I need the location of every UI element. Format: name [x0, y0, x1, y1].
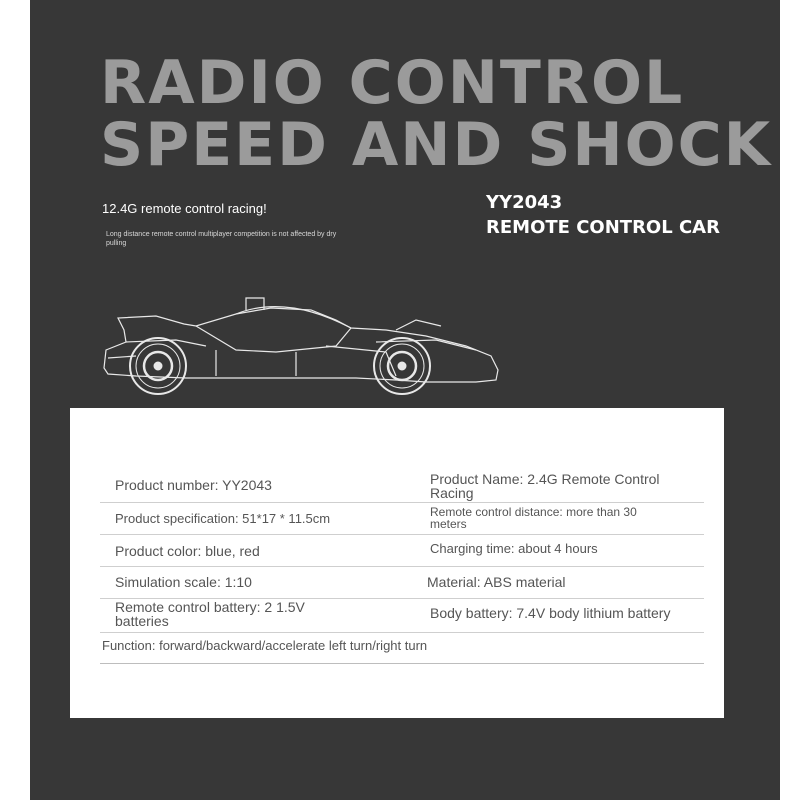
remote-control-battery: Remote control battery: 2 1.5V batteries [115, 599, 305, 629]
product-color: Product color: blue, red [115, 543, 260, 559]
product-name: Product Name: 2.4G Remote Control Racing [430, 471, 660, 501]
charging-time: Charging time: about 4 hours [430, 541, 598, 556]
material: Material: ABS material [427, 574, 566, 590]
race-car-illustration [96, 290, 506, 410]
subnote: Long distance remote control multiplayer competition is not affected by dry pulling [106, 231, 337, 247]
product-number: Product number: YY2043 [115, 477, 272, 493]
body-battery: Body battery: 7.4V body lithium battery [430, 605, 671, 621]
spec-row [100, 634, 704, 664]
spec-card [70, 408, 724, 718]
headline-line-1: RADIO CONTROL [100, 48, 685, 118]
remote-distance: Remote control distance: more than 30 meters [430, 505, 637, 531]
spec-row [100, 600, 704, 633]
function: Function: forward/backward/accelerate left turn/right turn [102, 638, 428, 653]
spec-row [100, 568, 704, 599]
headline-line-2: SPEED AND SHOCK [100, 110, 773, 180]
spec-row [100, 504, 704, 535]
model-number: YY2043 [486, 192, 563, 213]
simulation-scale: Simulation scale: 1:10 [115, 574, 252, 590]
spec-row [100, 536, 704, 567]
model-name: REMOTE CONTROL CAR [486, 217, 720, 238]
spec-row [100, 470, 704, 503]
product-specification: Product specification: 51*17 * 11.5cm [115, 511, 331, 526]
model-title [486, 190, 720, 240]
headline [100, 48, 780, 180]
tagline: 12.4G remote control racing! [102, 201, 267, 216]
